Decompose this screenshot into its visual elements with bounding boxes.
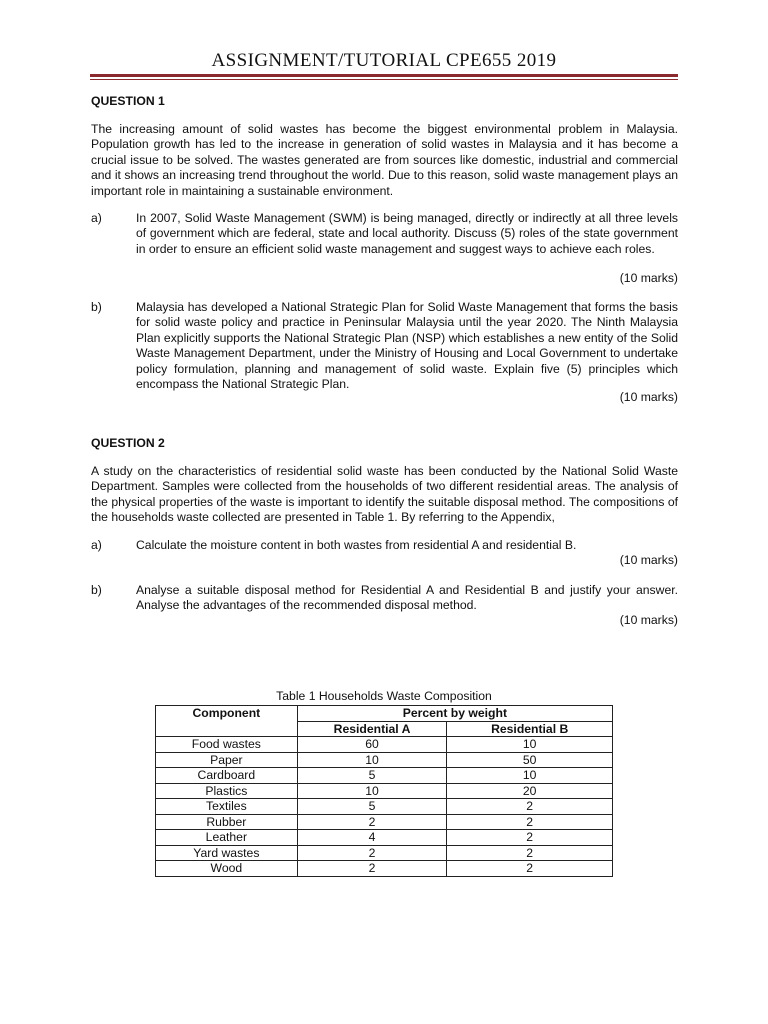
table-row: [156, 783, 613, 799]
question-1a-label: a): [91, 211, 102, 225]
cell-residential-a: 2: [297, 861, 447, 877]
cell-residential-b: 10: [447, 768, 613, 784]
page-header-title: ASSIGNMENT/TUTORIAL CPE655 2019: [211, 50, 557, 71]
cell-component: Paper: [156, 752, 298, 768]
table-row: [156, 861, 613, 877]
table-row: [156, 830, 613, 846]
question-2a-text: Calculate the moisture content in both wastes from residential A and residential B.: [136, 538, 577, 552]
header-rule-thin: [90, 79, 678, 80]
cell-residential-b: 50: [447, 752, 613, 768]
cell-component: Textiles: [156, 799, 298, 815]
cell-component: Rubber: [156, 814, 298, 830]
cell-residential-b: 2: [447, 861, 613, 877]
question-2-intro: A study on the characteristics of residential solid waste has been conducted by the National Solid Waste Department. Samples were collected from the households of two different residential areas. The analysis of the physical properties of the waste is important to identify the suitable disposal method. The compositions of the households waste collected are presented in Table 1. By referring to the Appendix,: [91, 464, 678, 525]
cell-residential-a: 60: [297, 737, 447, 753]
question-2b-text: Analyse a suitable disposal method for Residential A and Residential B and justify your answer. Analyse the advantages of the recommended disposal method.: [136, 583, 678, 613]
cell-residential-b: 2: [447, 814, 613, 830]
question-1a-text: In 2007, Solid Waste Management (SWM) is being managed, directly or indirectly at all three levels of government which are federal, state and local authority. Discuss (5) roles of the state government in order to ensure an efficient solid waste management and suggest ways to achieve each roles.: [136, 211, 678, 256]
cell-residential-a: 10: [297, 783, 447, 799]
question-1-intro: The increasing amount of solid wastes has become the biggest environmental problem in Malaysia. Population growth has led to the increase in generation of solid wastes in Malaysia and it has become a crucial issue to be solved. The wastes generated are from sources like domestic, industrial and commercial and it shows an increasing trend throughout the world. Due to this reason, solid waste management plays an important role in maintaining a sustainable environment.: [91, 122, 678, 198]
question-2-heading: QUESTION 2: [91, 436, 165, 450]
question-2b-marks: (10 marks): [619, 613, 678, 627]
table-row: [156, 814, 613, 830]
cell-residential-a: 10: [297, 752, 447, 768]
question-1b-marks: (10 marks): [619, 390, 678, 404]
question-1b-label: b): [91, 300, 102, 314]
table-body: [156, 737, 613, 877]
cell-component: Leather: [156, 830, 298, 846]
cell-residential-b: 10: [447, 737, 613, 753]
header-residential-a: Residential A: [297, 721, 447, 737]
cell-residential-a: 2: [297, 845, 447, 861]
waste-composition-table: [155, 705, 613, 877]
header-component: Component: [156, 706, 298, 737]
cell-residential-a: 2: [297, 814, 447, 830]
header-rule-thick: [90, 74, 678, 77]
cell-component: Food wastes: [156, 737, 298, 753]
table-row: [156, 737, 613, 753]
table-header-row: [156, 706, 613, 722]
question-2a-label: a): [91, 538, 102, 552]
cell-residential-a: 5: [297, 799, 447, 815]
question-2a-marks: (10 marks): [619, 553, 678, 567]
table-caption: Table 1 Households Waste Composition: [276, 689, 492, 703]
table-row: [156, 799, 613, 815]
cell-component: Wood: [156, 861, 298, 877]
header-residential-b: Residential B: [447, 721, 613, 737]
cell-residential-a: 5: [297, 768, 447, 784]
question-1a-marks: (10 marks): [619, 271, 678, 285]
header-percent-by-weight: Percent by weight: [297, 706, 612, 722]
table-row: [156, 845, 613, 861]
cell-residential-b: 2: [447, 845, 613, 861]
table-row: [156, 752, 613, 768]
question-1b-text: Malaysia has developed a National Strategic Plan for Solid Waste Management that forms the basis for solid waste policy and practice in Peninsular Malaysia until the year 2020. The Ninth Malaysia Plan explicitly supports the National Strategic Plan (NSP) which establishes a new entity of the Solid Waste Management Department, under the Ministry of Housing and Local Government to undertake policy formulation, planning and management of solid waste. Explain five (5) principles which encompass the National Strategic Plan.: [136, 300, 678, 392]
table-row: [156, 768, 613, 784]
cell-residential-b: 20: [447, 783, 613, 799]
cell-component: Plastics: [156, 783, 298, 799]
cell-residential-b: 2: [447, 799, 613, 815]
question-1-heading: QUESTION 1: [91, 94, 165, 108]
cell-component: Cardboard: [156, 768, 298, 784]
cell-residential-a: 4: [297, 830, 447, 846]
cell-component: Yard wastes: [156, 845, 298, 861]
question-2b-label: b): [91, 583, 102, 597]
cell-residential-b: 2: [447, 830, 613, 846]
